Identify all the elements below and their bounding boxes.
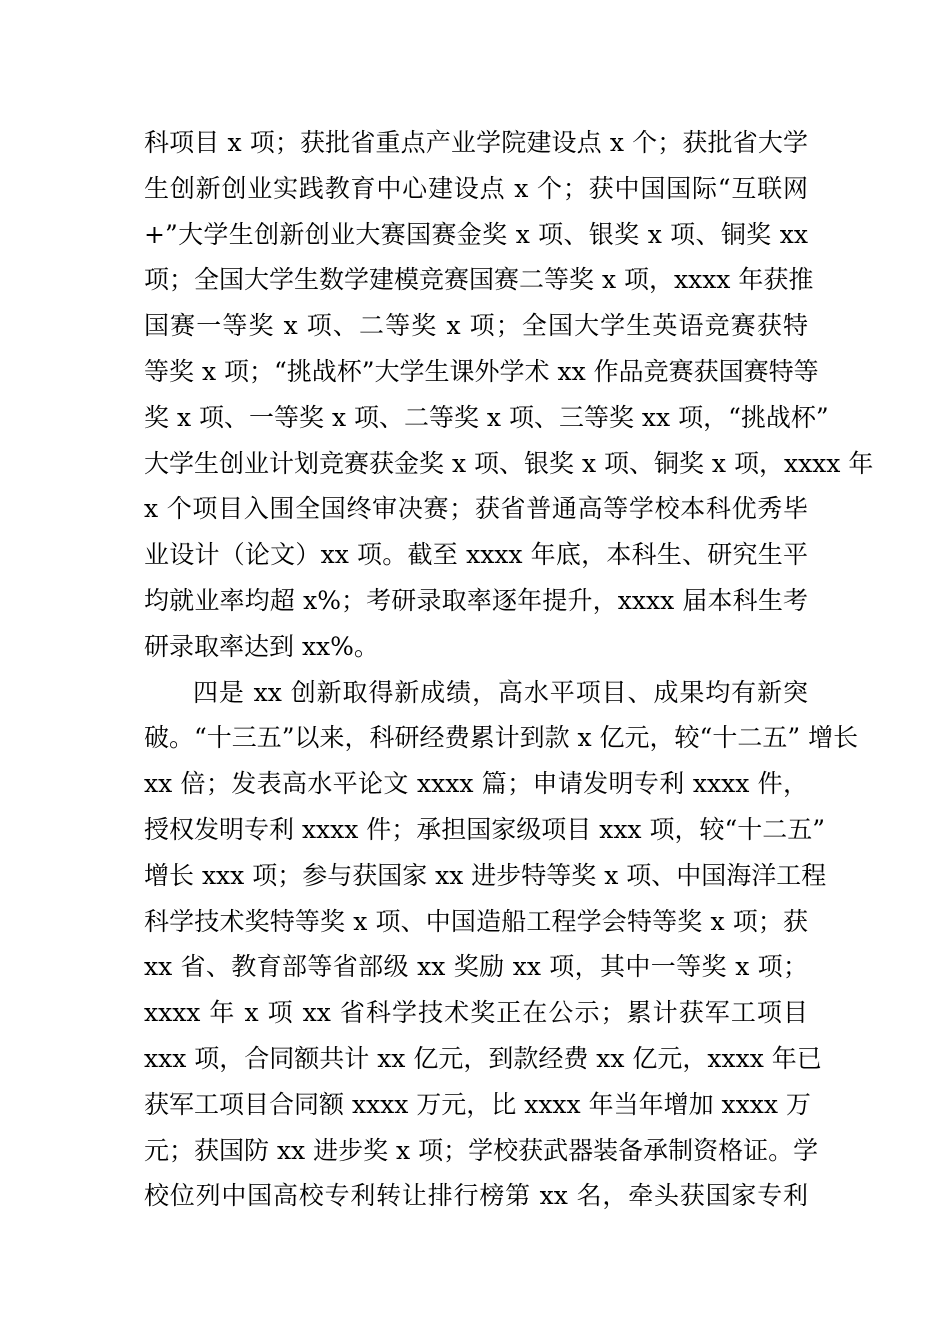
text-line: 四是 xx 创新取得新成绩，高水平项目、成果均有新突	[193, 678, 808, 707]
text-line: 科学技术奖特等奖 x 项、中国造船工程学会特等奖 x 项；获	[144, 907, 808, 936]
text-line: 科项目 x 项；获批省重点产业学院建设点 x 个；获批省大学	[144, 128, 808, 157]
text-line: xxx 项，合同额共计 xx 亿元，到款经费 xx 亿元，xxxx 年已	[144, 1044, 822, 1073]
text-line: 奖 x 项、一等奖 x 项、二等奖 x 项、三等奖 xx 项，“挑战杯”	[144, 403, 829, 432]
text-line: 校位列中国高校专利转让排行榜第 xx 名，牵头获国家专利	[144, 1181, 808, 1210]
text-line: 获军工项目合同额 xxxx 万元，比 xxxx 年当年增加 xxxx 万	[144, 1090, 811, 1119]
text-line: 等奖 x 项；“挑战杯”大学生课外学术 xx 作品竞赛获国赛特等	[144, 357, 819, 386]
text-line: 项；全国大学生数学建模竞赛国赛二等奖 x 项，xxxx 年获推	[144, 265, 814, 294]
text-line: +”大学生创新创业大赛国赛金奖 x 项、银奖 x 项、铜奖 xx	[144, 220, 808, 249]
text-line: xx 省、教育部等省部级 xx 奖励 xx 项，其中一等奖 x 项；	[144, 952, 808, 981]
text-line: x 个项目入围全国终审决赛；获省普通高等学校本科优秀毕	[144, 494, 808, 523]
text-line: 增长 xxx 项；参与获国家 xx 进步特等奖 x 项、中国海洋工程	[144, 861, 827, 890]
text-line: 国赛一等奖 x 项、二等奖 x 项；全国大学生英语竞赛获特	[144, 311, 808, 340]
text-line: 大学生创业计划竞赛获金奖 x 项、银奖 x 项、铜奖 x 项，xxxx 年	[144, 449, 874, 478]
text-line: 元；获国防 xx 进步奖 x 项；学校获武器装备承制资格证。学	[144, 1136, 819, 1165]
text-line: 研录取率达到 xx%。	[144, 632, 379, 661]
text-line: 均就业率均超 x%；考研录取率逐年提升，xxxx 届本科生考	[144, 586, 808, 615]
text-line: xxxx 年 x 项 xx 省科学技术奖正在公示；累计获军工项目	[144, 998, 808, 1027]
text-line: 破。“十三五”以来，科研经费累计到款 x 亿元，较“十二五” 增长	[144, 723, 859, 752]
text-line: 生创新创业实践教育中心建设点 x 个；获中国国际“互联网	[144, 174, 808, 203]
text-line: 业设计（论文）xx 项。截至 xxxx 年底，本科生、研究生平	[144, 540, 808, 569]
text-line: 授权发明专利 xxxx 件；承担国家级项目 xxx 项，较“十二五”	[144, 815, 826, 844]
text-line: xx 倍；发表高水平论文 xxxx 篇；申请发明专利 xxxx 件，	[144, 769, 808, 798]
